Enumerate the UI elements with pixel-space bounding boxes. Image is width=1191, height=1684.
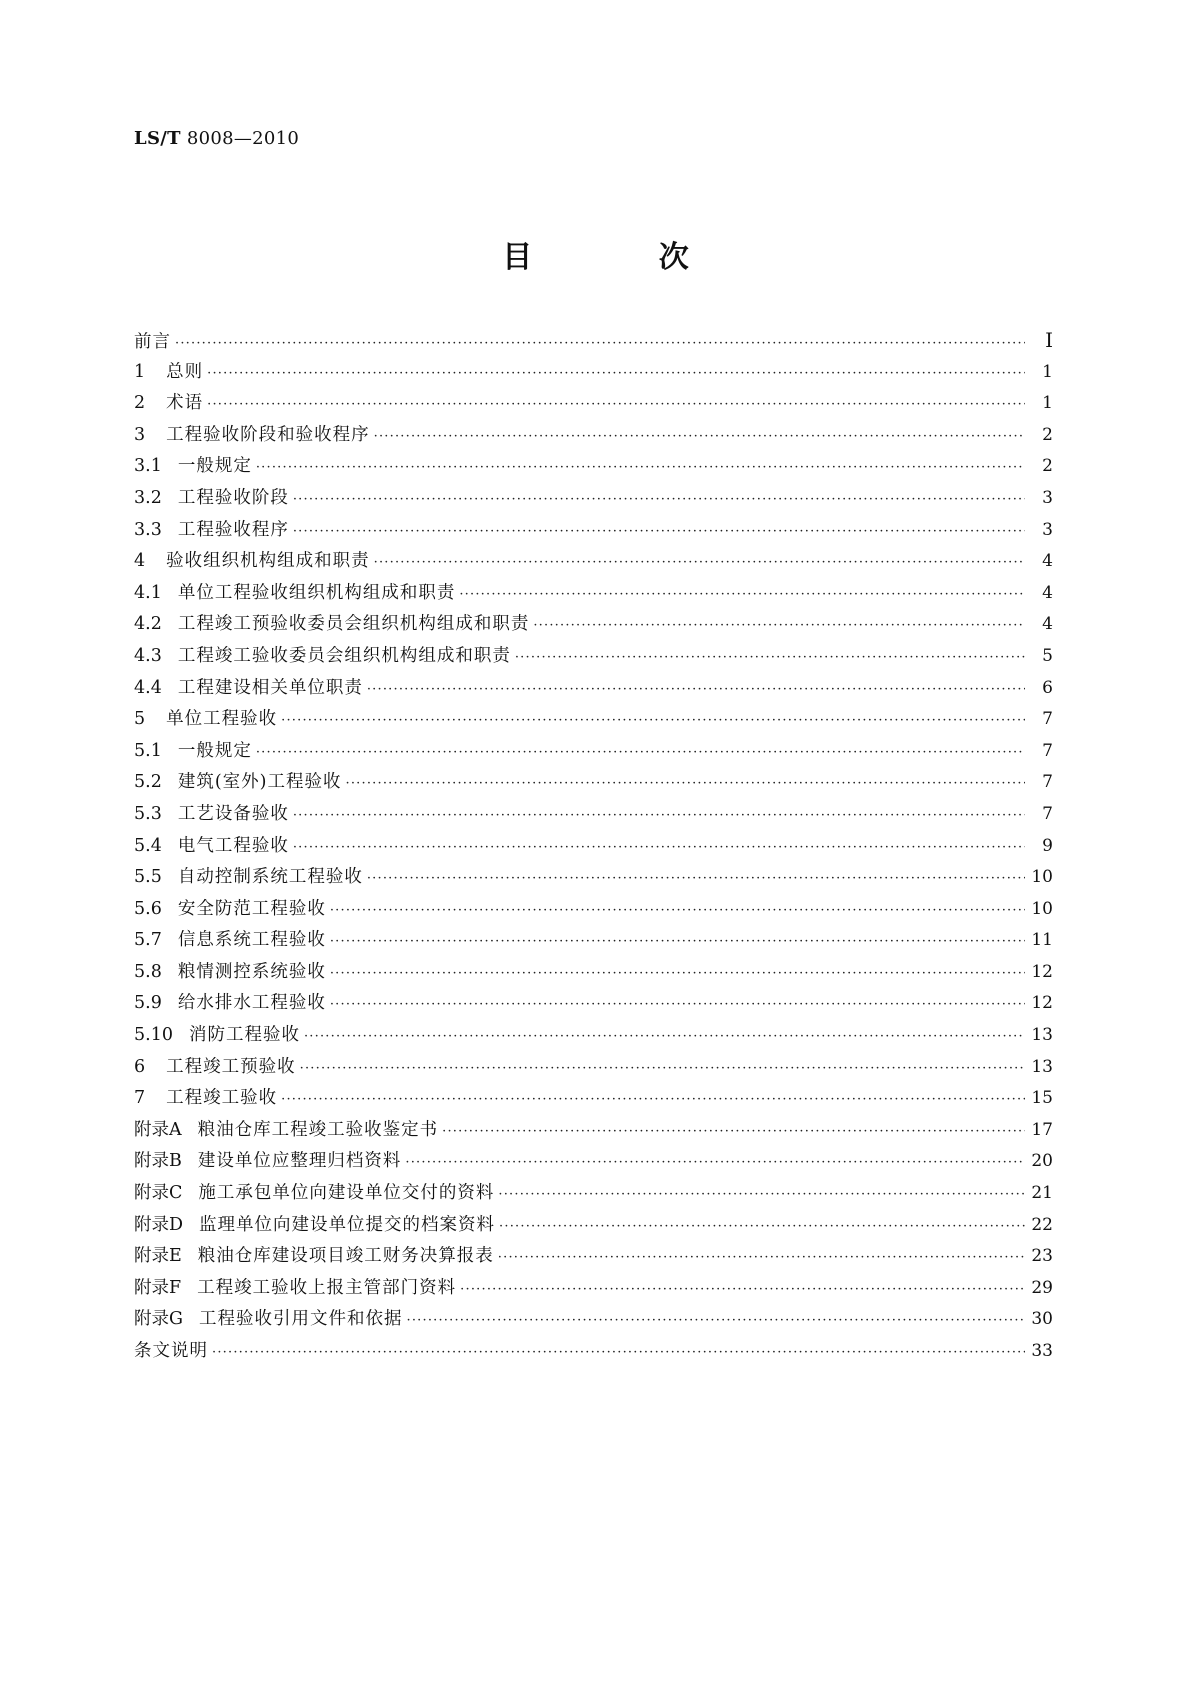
toc-leader-dots <box>374 421 1025 453</box>
toc-entry-label: 工程验收阶段和验收程序 <box>166 424 370 445</box>
toc-entry-page: 13 <box>1031 1025 1053 1046</box>
toc-entry-number: 2 <box>134 393 146 414</box>
toc-entry-label: 工程验收引用文件和依据 <box>198 1309 403 1330</box>
toc-entry-label: 验收组织机构组成和职责 <box>166 551 370 572</box>
toc-entry-label: 信息系统工程验收 <box>177 930 326 951</box>
document-code-prefix: LS/T <box>134 128 181 149</box>
toc-entry[interactable] <box>134 609 1053 641</box>
toc-entry-number: 5.5 <box>134 867 162 888</box>
toc-leader-dots <box>293 516 1025 548</box>
table-of-contents <box>134 325 1053 1368</box>
toc-entry-page: 12 <box>1031 993 1053 1014</box>
toc-entry-number: 5 <box>134 709 146 730</box>
toc-entry-number: 5.7 <box>134 930 162 951</box>
toc-entry-label: 施工承包单位向建设单位交付的资料 <box>198 1183 495 1204</box>
toc-entry-number: 5.8 <box>134 961 162 982</box>
toc-entry-number: 3.2 <box>134 487 162 508</box>
toc-entry[interactable] <box>134 451 1053 483</box>
toc-entry-label: 工程验收程序 <box>177 519 289 540</box>
toc-entry-number: 附录E <box>134 1246 182 1267</box>
toc-entry[interactable] <box>134 1304 1053 1336</box>
toc-entry-number: 3 <box>134 424 146 445</box>
toc-entry-page: 21 <box>1031 1183 1053 1204</box>
toc-entry-label: 工程竣工验收 <box>166 1088 278 1109</box>
toc-entry-label: 工程验收阶段 <box>177 487 289 508</box>
toc-leader-dots <box>281 1084 1025 1116</box>
toc-entry-label: 建设单位应整理归档资料 <box>197 1151 402 1172</box>
toc-leader-dots <box>330 989 1025 1021</box>
toc-entry-page: 6 <box>1042 677 1053 698</box>
toc-entry-number: 4.4 <box>134 677 162 698</box>
toc-entry-page: 7 <box>1042 740 1053 761</box>
toc-entry-label: 安全防范工程验收 <box>177 898 326 919</box>
toc-leader-dots <box>330 926 1025 958</box>
toc-entry-label: 监理单位向建设单位提交的档案资料 <box>199 1214 496 1235</box>
toc-entry-page: 1 <box>1042 393 1053 414</box>
toc-entry-page: 13 <box>1031 1056 1053 1077</box>
toc-entry-page: 33 <box>1031 1341 1053 1361</box>
toc-entry-label: 工程竣工预验收委员会组织机构组成和职责 <box>177 614 530 635</box>
toc-leader-dots <box>367 863 1025 895</box>
toc-leader-dots <box>442 1116 1025 1148</box>
toc-entry-number: 附录B <box>134 1151 182 1172</box>
toc-entry[interactable] <box>134 1146 1053 1178</box>
toc-entry-label: 总则 <box>166 361 204 382</box>
toc-leader-dots <box>346 768 1026 800</box>
toc-leader-dots <box>256 737 1025 769</box>
toc-entry-page: 30 <box>1031 1309 1053 1330</box>
toc-leader-dots <box>460 1274 1025 1306</box>
toc-leader-dots <box>304 1021 1025 1053</box>
toc-entry-page: 2 <box>1042 456 1053 477</box>
toc-leader-dots <box>499 1211 1025 1243</box>
toc-leader-dots <box>498 1179 1025 1211</box>
toc-entry-page: 1 <box>1042 361 1053 382</box>
toc-leader-dots <box>533 610 1025 642</box>
toc-entry-label: 条文说明 <box>134 1341 208 1361</box>
toc-leader-dots <box>367 674 1025 706</box>
toc-entry[interactable] <box>134 831 1053 863</box>
toc-entry-number: 4.1 <box>134 582 162 603</box>
toc-entry-page: 10 <box>1031 867 1053 888</box>
toc-leader-dots <box>175 328 1025 360</box>
toc-leader-dots <box>293 832 1025 864</box>
toc-entry-page: 9 <box>1042 835 1053 856</box>
toc-entry-page: 10 <box>1031 898 1053 919</box>
toc-entry-label: 前言 <box>134 332 171 352</box>
toc-entry-label: 工艺设备验收 <box>177 803 289 824</box>
toc-entry-number: 附录C <box>134 1183 183 1204</box>
toc-leader-dots <box>515 642 1025 674</box>
toc-entry-number: 3.3 <box>134 519 162 540</box>
toc-entry-page: 3 <box>1042 487 1053 508</box>
toc-entry[interactable] <box>134 515 1053 547</box>
toc-entry-label: 工程竣工验收委员会组织机构组成和职责 <box>177 645 511 666</box>
toc-entry[interactable] <box>134 1083 1053 1115</box>
toc-entry-page: 5 <box>1042 645 1053 666</box>
toc-entry-page: 2 <box>1042 424 1053 445</box>
toc-leader-dots <box>330 895 1025 927</box>
toc-entry-number: 3.1 <box>134 456 162 477</box>
toc-entry-label: 粮油仓库建设项目竣工财务决算报表 <box>197 1246 494 1267</box>
toc-entry-label: 工程竣工预验收 <box>166 1056 296 1077</box>
toc-entry[interactable] <box>134 673 1053 705</box>
toc-entry-number: 5.2 <box>134 772 162 793</box>
toc-entry[interactable] <box>134 1178 1053 1210</box>
toc-leader-dots <box>212 1337 1025 1369</box>
toc-entry-label: 一般规定 <box>177 740 252 761</box>
toc-leader-dots <box>300 1053 1025 1085</box>
document-code <box>134 128 299 149</box>
toc-entry-number: 附录D <box>134 1214 184 1235</box>
toc-entry-label: 自动控制系统工程验收 <box>177 867 363 888</box>
toc-entry-label: 一般规定 <box>177 456 252 477</box>
toc-entry[interactable] <box>134 1210 1053 1242</box>
toc-entry-page: 7 <box>1042 803 1053 824</box>
toc-entry-number: 5.9 <box>134 993 162 1014</box>
toc-entry-page: 4 <box>1042 582 1053 603</box>
toc-entry-page: 4 <box>1042 614 1053 635</box>
toc-entry[interactable] <box>134 736 1053 768</box>
page-title: 目 次 <box>502 240 747 275</box>
toc-entry[interactable] <box>134 325 1053 357</box>
toc-entry-page: 17 <box>1031 1119 1053 1140</box>
toc-leader-dots <box>293 484 1025 516</box>
toc-entry[interactable] <box>134 1020 1053 1052</box>
toc-entry-label: 给水排水工程验收 <box>177 993 326 1014</box>
toc-entry[interactable] <box>134 767 1053 799</box>
toc-entry-number: 1 <box>134 361 146 382</box>
toc-entry-number: 5.3 <box>134 803 162 824</box>
toc-leader-dots <box>498 1242 1025 1274</box>
toc-entry-page: 3 <box>1042 519 1053 540</box>
toc-entry-number: 4.3 <box>134 645 162 666</box>
toc-entry[interactable] <box>134 894 1053 926</box>
toc-entry[interactable] <box>134 862 1053 894</box>
toc-entry-page: 22 <box>1031 1214 1053 1235</box>
toc-leader-dots <box>256 452 1025 484</box>
toc-entry-page: 20 <box>1031 1151 1053 1172</box>
toc-entry[interactable] <box>134 641 1053 673</box>
toc-entry-page: Ⅰ <box>1045 328 1053 352</box>
toc-entry[interactable] <box>134 799 1053 831</box>
toc-entry-number: 7 <box>134 1088 146 1109</box>
toc-entry-number: 附录A <box>134 1119 182 1140</box>
toc-entry-label: 工程建设相关单位职责 <box>177 677 363 698</box>
toc-leader-dots <box>405 1147 1025 1179</box>
toc-entry[interactable] <box>134 1336 1053 1368</box>
toc-entry-label: 消防工程验收 <box>188 1025 300 1046</box>
toc-entry-label: 粮油仓库工程竣工验收鉴定书 <box>197 1119 439 1140</box>
toc-leader-dots <box>330 958 1025 990</box>
toc-entry-number: 5.4 <box>134 835 162 856</box>
toc-entry[interactable] <box>134 957 1053 989</box>
toc-leader-dots <box>406 1305 1025 1337</box>
toc-entry[interactable] <box>134 988 1053 1020</box>
toc-entry-number: 4 <box>134 551 146 572</box>
toc-entry[interactable] <box>134 420 1053 452</box>
toc-entry-page: 15 <box>1031 1088 1053 1109</box>
toc-leader-dots <box>207 389 1025 421</box>
toc-entry[interactable] <box>134 546 1053 578</box>
toc-entry[interactable] <box>134 1241 1053 1273</box>
toc-entry-label: 粮情测控系统验收 <box>177 961 326 982</box>
toc-entry-page: 7 <box>1042 772 1053 793</box>
toc-entry[interactable] <box>134 1115 1053 1147</box>
toc-entry-number: 4.2 <box>134 614 162 635</box>
toc-entry[interactable] <box>134 1052 1053 1084</box>
toc-leader-dots <box>374 547 1025 579</box>
toc-entry-number: 5.6 <box>134 898 162 919</box>
toc-leader-dots <box>459 579 1025 611</box>
toc-entry[interactable] <box>134 578 1053 610</box>
toc-entry-number: 5.10 <box>134 1025 173 1046</box>
toc-entry-label: 单位工程验收 <box>166 709 278 730</box>
toc-leader-dots <box>281 705 1025 737</box>
toc-entry-label: 术语 <box>166 393 204 414</box>
toc-entry-label: 电气工程验收 <box>177 835 289 856</box>
toc-entry-label: 单位工程验收组织机构组成和职责 <box>177 582 456 603</box>
toc-entry-page: 7 <box>1042 709 1053 730</box>
toc-entry-number: 附录F <box>134 1277 182 1298</box>
toc-leader-dots <box>207 358 1025 390</box>
toc-entry-number: 附录G <box>134 1309 183 1330</box>
toc-entry-number: 5.1 <box>134 740 162 761</box>
toc-entry[interactable] <box>134 483 1053 515</box>
document-code-number: 8008—2010 <box>186 128 300 149</box>
toc-entry-page: 4 <box>1042 551 1053 572</box>
toc-entry[interactable] <box>134 357 1053 389</box>
toc-leader-dots <box>293 800 1025 832</box>
toc-entry[interactable] <box>134 1273 1053 1305</box>
toc-entry[interactable] <box>134 704 1053 736</box>
toc-entry-number: 6 <box>134 1056 146 1077</box>
toc-entry[interactable] <box>134 388 1053 420</box>
toc-entry-page: 11 <box>1031 930 1053 951</box>
toc-entry-page: 29 <box>1031 1277 1053 1298</box>
toc-entry-label: 工程竣工验收上报主管部门资料 <box>197 1277 457 1298</box>
toc-entry-page: 23 <box>1031 1246 1053 1267</box>
toc-entry-label: 建筑(室外)工程验收 <box>177 772 342 793</box>
toc-entry[interactable] <box>134 925 1053 957</box>
toc-entry-page: 12 <box>1031 961 1053 982</box>
